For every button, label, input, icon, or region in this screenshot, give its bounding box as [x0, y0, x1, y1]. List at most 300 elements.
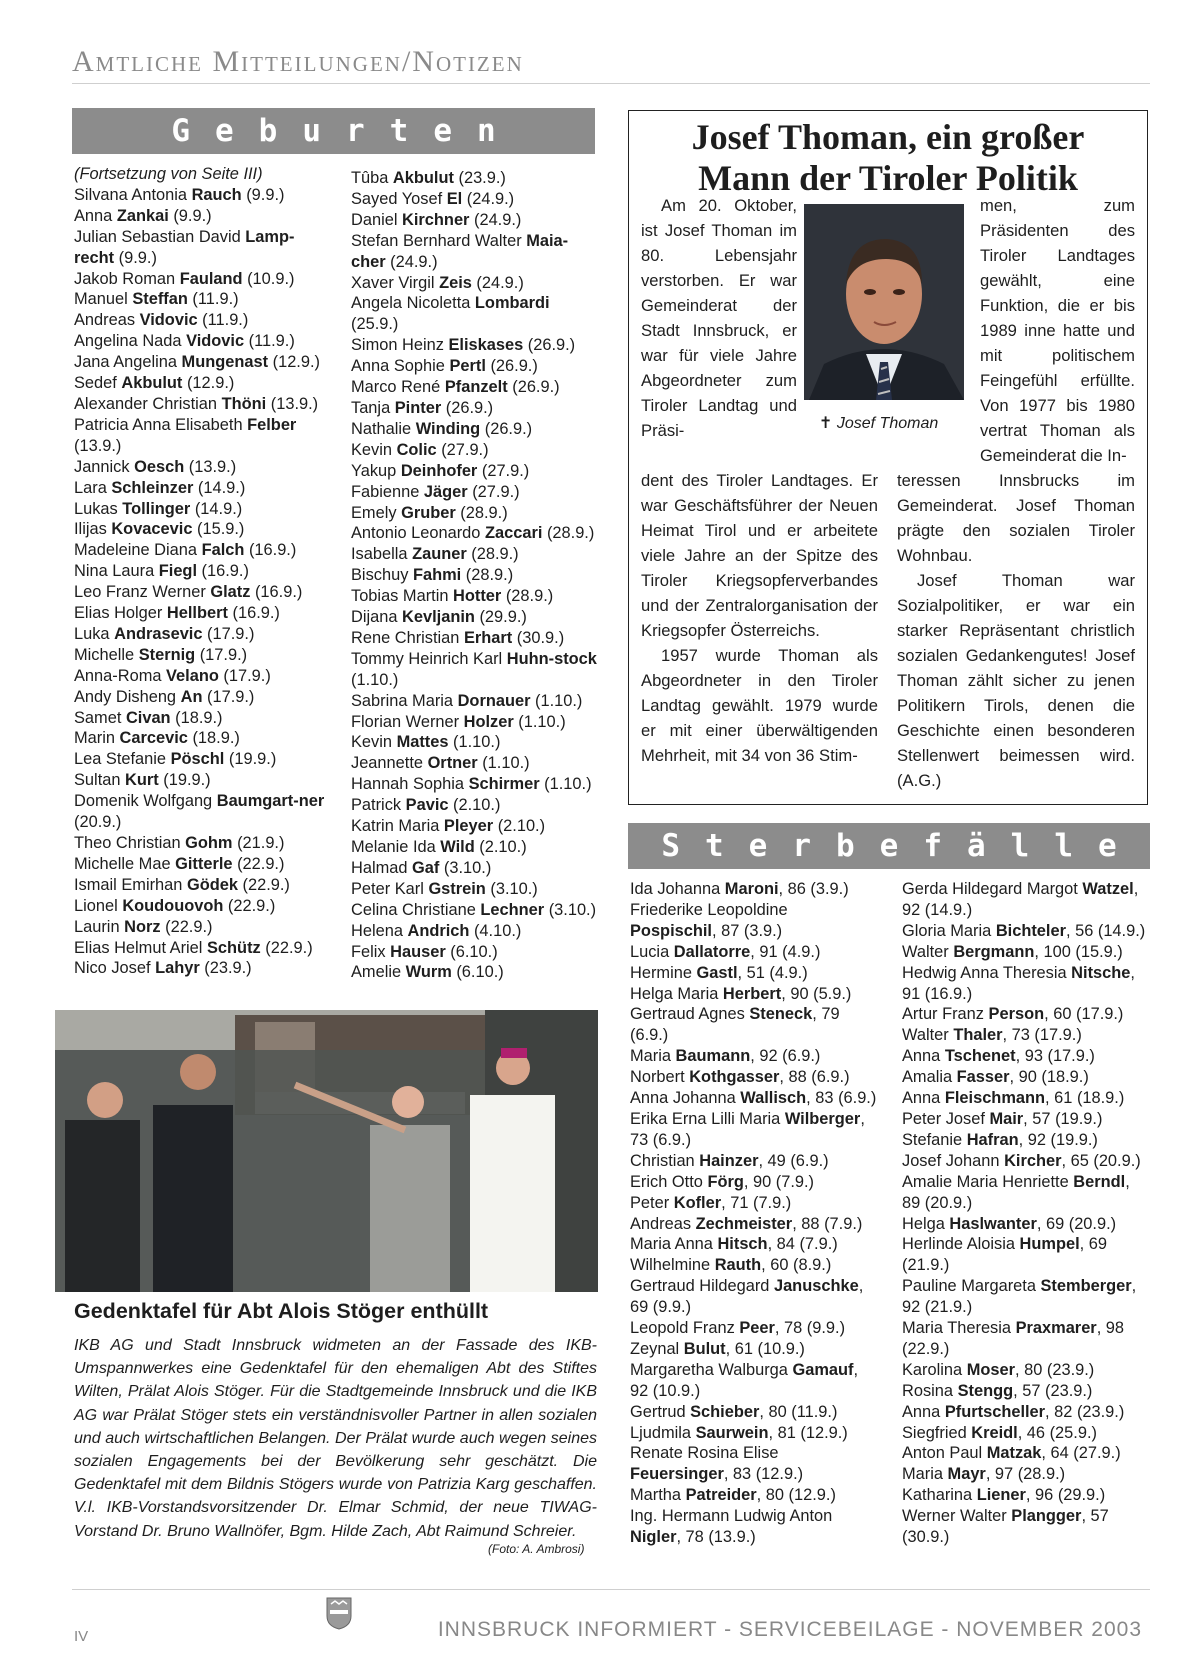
geburten-entry [351, 732, 598, 753]
entry-date: (1.10.) [530, 691, 583, 710]
entry-date: (15.9.) [192, 520, 245, 539]
entry-surname: Pfurtscheller [944, 1402, 1046, 1421]
entry-given-names: Lara [74, 478, 112, 497]
entry-surname: El [446, 189, 463, 208]
sterbefaelle-entry [902, 1276, 1150, 1318]
entry-date: (12.9.) [268, 353, 320, 372]
entry-date: , 100 (15.9.) [1034, 942, 1123, 961]
footer-divider [72, 1589, 1150, 1590]
entry-date: , 90 (5.9.) [781, 984, 852, 1003]
entry-surname: Eliskases [448, 336, 524, 355]
sterbefaelle-entry [902, 1067, 1150, 1088]
geburten-entry [351, 440, 598, 461]
sterbefaelle-entry [902, 1172, 1150, 1214]
entry-given-names: Helga [902, 1214, 950, 1233]
sterbefaelle-entry [902, 942, 1150, 963]
entry-date: , 98 (22.9.) [902, 1319, 1125, 1358]
entry-surname: Lahyr [155, 959, 200, 978]
entry-given-names: Gerda Hildegard Margot [902, 880, 1083, 898]
sterbefaelle-entry [630, 1318, 878, 1339]
entry-given-names: Andreas [630, 1214, 696, 1233]
entry-date: (28.9.) [466, 545, 519, 564]
entry-given-names: Luka [74, 624, 115, 643]
entry-date: (4.10.) [469, 921, 522, 940]
entry-given-names: Dijana [351, 608, 403, 627]
geburten-entry [74, 603, 329, 624]
entry-date: , 87 (3.9.) [711, 921, 783, 940]
entry-surname: Hainzer [699, 1151, 759, 1170]
entry-date: (18.9.) [170, 708, 223, 727]
entry-surname: Akbulut [121, 374, 183, 393]
entry-date: , 57 (23.9.) [1013, 1381, 1093, 1400]
geburten-entry [74, 958, 329, 979]
geburten-heading: Geburten [72, 108, 595, 154]
entry-date: (27.9.) [467, 482, 520, 501]
sterbefaelle-column-right [902, 879, 1150, 1548]
entry-surname: Lechner [480, 900, 545, 919]
entry-given-names: Patricia Anna Elisabeth [74, 415, 248, 434]
geburten-entry [74, 917, 329, 938]
entry-given-names: Sultan [74, 771, 126, 790]
entry-date: , 80 (23.9.) [1014, 1360, 1095, 1379]
entry-date: (19.9.) [158, 771, 211, 790]
entry-surname: Tschenet [944, 1047, 1016, 1066]
entry-given-names: Hannah Sophia [351, 775, 469, 794]
geburten-entry [74, 938, 329, 959]
entry-surname: Tollinger [122, 499, 191, 518]
entry-given-names: Lukas [74, 499, 123, 518]
entry-given-names: Antonio Leonardo [351, 524, 485, 543]
entry-date: (1.10.) [351, 670, 399, 689]
article-title [629, 117, 1147, 199]
entry-given-names: Andy Disheng [74, 687, 181, 706]
entry-surname: Stengg [957, 1381, 1014, 1400]
entry-given-names: Rene Christian [351, 628, 464, 647]
sterbefaelle-entry [630, 1067, 878, 1088]
entry-given-names: Gertrud [630, 1402, 691, 1421]
geburten-entry [74, 457, 329, 478]
entry-surname: Nigler [630, 1528, 677, 1547]
entry-date: , 83 (6.9.) [806, 1089, 877, 1108]
entry-date: (11.9.) [187, 290, 239, 309]
entry-given-names: Angela Nicoletta [351, 294, 475, 313]
entry-surname: Huhn-stock [506, 649, 597, 668]
entry-surname: Erhart [463, 628, 513, 647]
article-text-right-top: men, zum Präsidenten des Tiroler Landtages gewählt, eine Funktion, die er bis 1989 inne hatte und mit politischem Feingefühl erfüllte. Von 1977 bis 1980 vertrat Thoman als Gemeinderat die In- [980, 196, 1135, 465]
entry-surname: Civan [125, 708, 171, 727]
entry-date: (28.9.) [455, 503, 508, 522]
entry-date: (22.9.) [160, 917, 213, 936]
entry-surname: Gaf [412, 858, 440, 877]
entry-surname: Saurwein [695, 1423, 769, 1442]
entry-given-names: Amelie [351, 963, 406, 982]
entry-given-names: Anna [902, 1402, 945, 1421]
entry-date: , 91 (16.9.) [902, 963, 1135, 1003]
entry-given-names: Emely [351, 503, 402, 522]
sterbefaelle-entry [902, 1506, 1150, 1548]
geburten-entry [74, 561, 329, 582]
entry-given-names: Simon Heinz [351, 336, 449, 355]
entry-given-names: Fabienne [351, 482, 424, 501]
geburten-entry [74, 624, 329, 645]
sterbefaelle-entry [902, 963, 1150, 1005]
sterbefaelle-entry [630, 1172, 878, 1193]
entry-given-names: Anna [902, 1089, 945, 1108]
geburten-entry [351, 419, 598, 440]
entry-surname: Maia-cher [351, 231, 569, 271]
entry-surname: Rauth [714, 1256, 762, 1275]
entry-surname: Gstrein [428, 879, 486, 898]
entry-surname: Nitsche [1071, 963, 1131, 982]
entry-surname: Hellbert [166, 604, 228, 623]
page-number: IV [74, 1628, 89, 1645]
entry-date: , 92 (19.9.) [1018, 1130, 1098, 1149]
entry-date: , 57 (19.9.) [1023, 1109, 1103, 1128]
entry-given-names: Margaretha Walburga [630, 1360, 793, 1379]
entry-date: , 57 (30.9.) [902, 1507, 1109, 1547]
geburten-entry [74, 206, 329, 227]
entry-date: (6.10.) [445, 942, 498, 961]
sterbefaelle-entry [902, 1318, 1150, 1360]
entry-surname: Gruber [401, 503, 456, 522]
entry-surname: Patreider [685, 1486, 757, 1505]
entry-given-names: Peter [630, 1193, 674, 1212]
entry-date: , 61 (18.9.) [1045, 1089, 1125, 1108]
entry-given-names: Martha [630, 1486, 686, 1505]
entry-given-names: Lucia [630, 942, 674, 961]
geburten-entry [351, 168, 598, 189]
entry-surname: Lombardi [474, 294, 550, 313]
entry-given-names: Sedef [74, 374, 122, 393]
entry-date: , 69 (20.9.) [1036, 1214, 1117, 1233]
entry-given-names: Katharina [902, 1486, 977, 1505]
entry-surname: Zeis [439, 273, 472, 292]
entry-date: (24.9.) [471, 273, 524, 292]
entry-given-names: Ismail Emirhan [74, 875, 187, 894]
entry-given-names: Tûba [351, 169, 393, 187]
entry-surname: Steffan [132, 290, 188, 309]
entry-surname: Thöni [221, 394, 267, 413]
entry-surname: Velano [166, 666, 219, 685]
entry-given-names: Erika Erna Lilli Maria [630, 1109, 785, 1128]
geburten-entry [351, 962, 598, 983]
entry-date: (28.9.) [542, 524, 595, 543]
entry-given-names: Pauline Margareta [902, 1277, 1041, 1296]
sterbefaelle-entry [902, 1402, 1150, 1423]
entry-date: , 80 (11.9.) [759, 1402, 838, 1421]
entry-surname: Hotter [453, 587, 502, 606]
entry-date: , 91 (4.9.) [750, 942, 821, 961]
article-title-line2: Mann der Tiroler Politik [698, 158, 1078, 198]
entry-surname: Glatz [210, 583, 251, 602]
entry-surname: Maroni [724, 880, 779, 898]
entry-given-names: Maria [902, 1465, 948, 1484]
geburten-entry [351, 210, 598, 231]
geburten-entry [351, 795, 598, 816]
entry-date: (1.10.) [448, 733, 501, 752]
entry-surname: Pfanzelt [444, 378, 508, 397]
entry-given-names: Ljudmila [630, 1423, 696, 1442]
geburten-entry [351, 544, 598, 565]
geburten-entry [351, 523, 598, 544]
sterbefaelle-entry [902, 1004, 1150, 1025]
entry-date: (29.9.) [474, 608, 527, 627]
entry-surname: Baumann [675, 1047, 751, 1066]
entry-given-names: Lea Stefanie [74, 750, 171, 769]
entry-given-names: Manuel [74, 290, 133, 309]
entry-given-names: Walter [902, 1026, 954, 1045]
entry-date: (28.9.) [461, 566, 514, 585]
geburten-entry [74, 749, 329, 770]
entry-surname: Schleinzer [111, 478, 194, 497]
entry-date: (1.10.) [539, 775, 592, 794]
entry-surname: Steneck [749, 1005, 813, 1024]
entry-surname: Schieber [690, 1402, 760, 1421]
entry-date: (16.9.) [227, 604, 280, 623]
entry-surname: Kevljanin [402, 608, 475, 627]
geburten-entry [74, 185, 329, 206]
sterbefaelle-entry [630, 1402, 878, 1423]
sterbefaelle-entry [902, 1025, 1150, 1046]
geburten-entry [351, 921, 598, 942]
entry-surname: Wurm [405, 963, 452, 982]
entry-date: (17.9.) [218, 666, 271, 685]
geburten-entry [351, 565, 598, 586]
entry-surname: Fasser [956, 1068, 1010, 1087]
entry-date: (14.9.) [190, 499, 243, 518]
entry-surname: Berndl [1073, 1172, 1126, 1191]
entry-date: (24.9.) [385, 252, 438, 271]
entry-date: (13.9.) [184, 457, 237, 476]
entry-surname: Mungenast [181, 353, 269, 372]
sterbefaelle-entry [630, 1004, 878, 1046]
entry-surname: Lamp-recht [74, 227, 295, 267]
geburten-entry [74, 478, 329, 499]
photo-credit: (Foto: A. Ambrosi) [488, 1542, 585, 1556]
entry-given-names: Helga Maria [630, 984, 723, 1003]
entry-surname: Mattes [396, 733, 449, 752]
entry-date: , 83 (12.9.) [723, 1465, 804, 1484]
entry-given-names: Marin [74, 729, 120, 748]
entry-given-names: Jannick [74, 457, 135, 476]
entry-date: (21.9.) [232, 834, 285, 852]
entry-date: , 81 (12.9.) [768, 1423, 848, 1442]
entry-given-names: Angelina Nada [74, 332, 187, 351]
entry-date: , 78 (9.9.) [774, 1319, 846, 1338]
entry-surname: Peer [739, 1319, 775, 1338]
entry-date: (2.10.) [493, 817, 546, 836]
geburten-entry [351, 231, 598, 273]
entry-surname: Moser [966, 1360, 1015, 1379]
geburten-entry [74, 854, 329, 875]
entry-date: (28.9.) [501, 587, 554, 606]
entry-given-names: Anna [902, 1047, 945, 1066]
entry-given-names: Julian Sebastian David [74, 227, 246, 246]
entry-surname: Plangger [1011, 1507, 1082, 1526]
entry-date: , 71 (7.9.) [721, 1193, 792, 1212]
entry-surname: Andrich [407, 921, 470, 940]
entry-given-names: Jeannette [351, 754, 428, 773]
entry-date: (9.9.) [114, 248, 157, 267]
entry-date: (3.10.) [439, 858, 492, 877]
entry-date: , 93 (17.9.) [1015, 1047, 1095, 1066]
entry-given-names: Tanja [351, 398, 395, 417]
entry-date: (17.9.) [202, 687, 255, 706]
entry-surname: Colic [396, 440, 437, 459]
geburten-entry [351, 607, 598, 628]
entry-surname: Wallisch [740, 1089, 807, 1108]
geburten-entry [74, 708, 329, 729]
entry-given-names: Siegfried [902, 1423, 972, 1442]
entry-surname: Kothgasser [689, 1068, 780, 1087]
sterbefaelle-heading: Sterbefälle [628, 823, 1150, 869]
sterbefaelle-entry [630, 1151, 878, 1172]
entry-date: , 89 (20.9.) [902, 1172, 1130, 1212]
entry-date: (16.9.) [250, 583, 303, 602]
entry-given-names: Artur Franz [902, 1005, 989, 1024]
entry-date: (26.9.) [507, 378, 560, 397]
entry-surname: Kofler [673, 1193, 722, 1212]
geburten-entry [74, 373, 329, 394]
entry-surname: Norz [124, 917, 161, 936]
entry-date: (27.9.) [477, 461, 530, 480]
entry-given-names: Michelle [74, 645, 139, 664]
entry-given-names: Ida Johanna [630, 880, 725, 898]
entry-surname: Liener [976, 1486, 1026, 1505]
entry-surname: Gödek [186, 875, 238, 894]
entry-surname: Kurt [125, 771, 159, 790]
entry-surname: Holzer [463, 712, 514, 731]
geburten-entry [351, 879, 598, 900]
entry-given-names: Josef Johann [902, 1151, 1005, 1170]
entry-given-names: Karolina [902, 1360, 967, 1379]
entry-date: , 82 (23.9.) [1045, 1402, 1125, 1421]
entry-date: (3.10.) [485, 879, 538, 898]
geburten-entry [74, 728, 329, 749]
entry-date: (24.9.) [469, 210, 522, 229]
geburten-entry [351, 837, 598, 858]
sterbefaelle-entry [902, 1088, 1150, 1109]
geburten-entry [74, 687, 329, 708]
entry-given-names: Maria [630, 1047, 676, 1066]
sterbefaelle-entry [630, 1214, 878, 1235]
sterbefaelle-entry [902, 1234, 1150, 1276]
entry-date: (22.9.) [223, 896, 276, 915]
entry-given-names: Anton Paul [902, 1444, 987, 1463]
geburten-entry [74, 310, 329, 331]
memorial-plaque-photo [55, 1010, 598, 1292]
entry-date: (10.9.) [242, 269, 295, 288]
geburten-entry [74, 519, 329, 540]
entry-given-names: Zeynal [630, 1339, 684, 1358]
entry-surname: An [180, 687, 203, 706]
entry-date: (11.9.) [244, 332, 295, 351]
innsbruck-crest-icon [325, 1596, 353, 1630]
geburten-entry [351, 461, 598, 482]
photo-section-title: Gedenktafel für Abt Alois Stöger enthüllt [74, 1299, 489, 1323]
geburten-entry [74, 164, 329, 185]
sterbefaelle-entry [630, 900, 878, 942]
geburten-entry [351, 712, 598, 733]
entry-date: (30.9.) [512, 628, 565, 647]
entry-date: , 73 (6.9.) [630, 1109, 865, 1149]
sterbefaelle-entry [630, 1276, 878, 1318]
entry-date: , 46 (25.9.) [1017, 1423, 1097, 1442]
entry-surname: Fleischmann [944, 1089, 1046, 1108]
entry-surname: Pavic [405, 796, 449, 815]
entry-surname: Kirchner [402, 210, 470, 229]
entry-given-names: Anna Sophie [351, 357, 450, 376]
entry-surname: Pöschl [170, 750, 225, 769]
entry-surname: Baumgart-ner [216, 792, 325, 811]
entry-date: , 64 (27.9.) [1041, 1444, 1121, 1463]
geburten-entry [351, 774, 598, 795]
entry-given-names: Anna-Roma [74, 666, 167, 685]
entry-given-names: Xaver Virgil [351, 273, 440, 292]
article-title-line1: Josef Thoman, ein großer [691, 117, 1085, 157]
entry-given-names: Herlinde Aloisia [902, 1235, 1020, 1254]
entry-surname: Fiegl [158, 562, 197, 581]
entry-surname: Haslwanter [949, 1214, 1037, 1233]
entry-given-names: Werner Walter [902, 1507, 1012, 1526]
entry-surname: Vidovic [139, 311, 198, 330]
entry-given-names: Alexander Christian [74, 394, 222, 413]
entry-given-names: Kevin [351, 440, 397, 459]
sterbefaelle-entry [630, 1443, 878, 1485]
geburten-entry [74, 666, 329, 687]
entry-date: (17.9.) [202, 624, 255, 643]
entry-surname: Praxmarer [1015, 1319, 1097, 1338]
geburten-entry [351, 273, 598, 294]
entry-date: (9.9.) [168, 206, 212, 225]
entry-given-names: Stefan Bernhard Walter [351, 231, 527, 250]
entry-given-names: Elias Helmut Ariel [74, 938, 207, 957]
entry-surname: Mayr [947, 1465, 986, 1484]
entry-date: , 96 (29.9.) [1025, 1486, 1106, 1505]
entry-date: (6.10.) [451, 963, 504, 982]
entry-date: (9.9.) [241, 185, 285, 204]
sterbefaelle-entry [902, 1214, 1150, 1235]
entry-given-names: Christian [630, 1151, 700, 1170]
entry-date: (16.9.) [197, 562, 249, 581]
sterbefaelle-entry [902, 1130, 1150, 1151]
entry-given-names: Ilijas [74, 520, 112, 539]
geburten-entry [351, 293, 598, 335]
entry-surname: Feuersinger [630, 1465, 724, 1484]
geburten-column-left [74, 164, 329, 979]
entry-surname: Wild [440, 838, 475, 856]
entry-surname: Hitsch [717, 1235, 768, 1254]
sterbefaelle-entry [630, 1423, 878, 1444]
article-text-left-bottom: dent des Tiroler Landtages. Er war Geschäftsführer der Neuen Heimat Tirol und er arbeitete viele Jahre an der Spitze des Tiroler Kriegsopferverbandes und der Zentralorganisation der Kriegsopfer Österreichs. 1957 wurde Thoman als Abgeordneter in den Tiroler Landtag gewählt. 1979 wurde er mit einer überwältigenden Mehrheit, mit 34 von 36 Stim- [641, 471, 878, 765]
entry-date: , 79 (6.9.) [630, 1005, 840, 1045]
entry-surname: Vidovic [186, 332, 245, 351]
geburten-entry [74, 499, 329, 520]
geburten-entry [74, 352, 329, 373]
entry-given-names: Theo Christian [74, 834, 186, 852]
cross-icon: ✝ [819, 415, 833, 432]
entry-date: , 92 (10.9.) [630, 1360, 859, 1400]
geburten-entry [74, 896, 329, 917]
geburten-entry [74, 415, 329, 457]
entry-date: (1.10.) [513, 712, 566, 731]
publication-footer: INNSBRUCK INFORMIERT - SERVICEBEILAGE - NOVEMBER 2003 [437, 1618, 1142, 1641]
entry-given-names: Jana Angelina [74, 353, 182, 372]
entry-surname: Jäger [423, 482, 468, 501]
geburten-entry [74, 645, 329, 666]
entry-given-names: Tommy Heinrich Karl [351, 649, 507, 668]
entry-date: , 60 (8.9.) [761, 1256, 832, 1275]
